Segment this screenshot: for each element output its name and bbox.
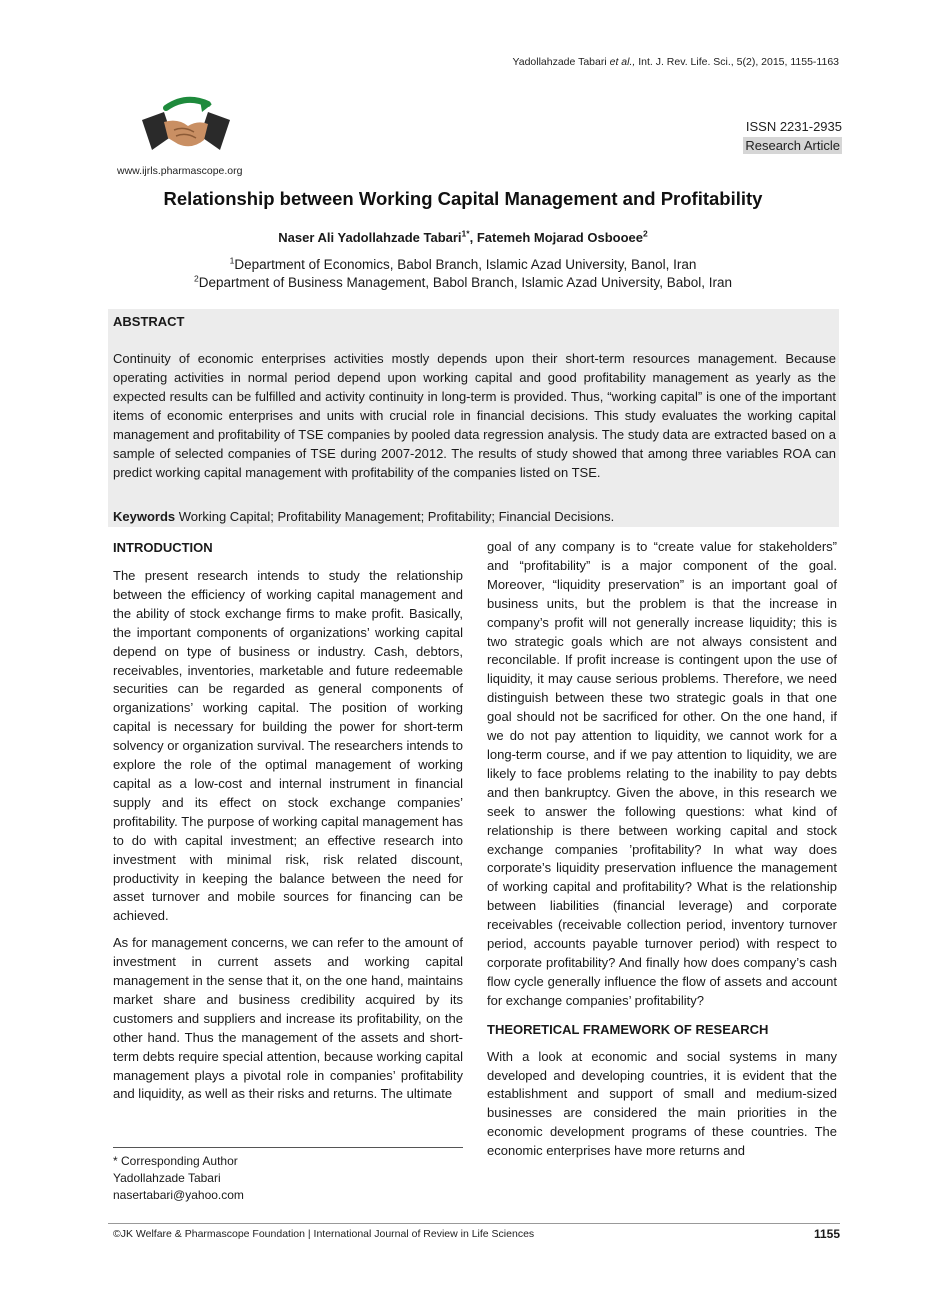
- footer-divider: [108, 1223, 840, 1224]
- affiliation-2: [0, 275, 926, 290]
- footnote-line-1: * Corresponding Author: [113, 1154, 238, 1168]
- framework-heading: THEORETICAL FRAMEWORK OF RESEARCH: [487, 1021, 769, 1037]
- paper-title: Relationship between Working Capital Management and Profitability: [163, 188, 763, 209]
- author-2-sup: 2: [642, 228, 648, 239]
- citation-rest: Int. J. Rev. Life. Sci., 5(2), 2015, 1155-1163: [638, 56, 839, 68]
- citation-etal: et al.,: [609, 56, 636, 68]
- footnote: [113, 1153, 244, 1204]
- footnote-divider: [113, 1147, 463, 1148]
- author-1-sup: 1*: [461, 228, 470, 239]
- citation-authors: Yadollahzade Tabari: [512, 56, 607, 68]
- intro-paragraph-1: The present research intends to study the relationship between the efficiency of working capital management and the ability of stock exchange firms to make profit. Basically, the important components of organizations’ working capital depend on type of business or industry. Cash, debtors, receivables, inventories, marketable and future redeemable securities can be regarded as general components of organizations’ working capital. The position of working capital is necessary for building the power for short-term solvency or organization survival. The researchers intends to explore the role of the optimal management of working capital as a low-cost and internal instrument in financial supply and its effect on stock exchange companies’ profitability. The purpose of working capital management has to do with capital investment; an effective research into investment with minimal risk, risk related discount, productivity in keeping the balance between the need for asset turnover and mobile sources for financing can be achieved.: [113, 568, 463, 924]
- abstract-heading: ABSTRACT: [113, 314, 185, 329]
- journal-website[interactable]: www.ijrls.pharmascope.org: [117, 165, 243, 177]
- author-1-name: Naser Ali Yadollahzade Tabari: [278, 230, 462, 245]
- keywords-list: Working Capital; Profitability Management; Profitability; Financial Decisions.: [175, 509, 615, 524]
- page-number: 1155: [813, 1227, 840, 1241]
- abstract-text: Continuity of economic enterprises activities mostly depends upon their short-term resources management. Because operating activities in normal period depend upon working capital and good profitability management as yearly as the expected results can be fulfilled and activity continuity in long-term is provided. Thus, “working capital” is one of the important items of economic enterprises and units with crucial role in financial decisions. This study evaluates the working capital management and profitability of TSE companies by pooled data regression analysis. The study data are extracted based on a sample of selected companies of TSE during 2007-2012. The results of study showed that among three variables ROA can predict working capital management with profitability of the companies listed on TSE.: [113, 351, 836, 480]
- article-type-badge: Research Article: [745, 138, 840, 153]
- corresponding-email[interactable]: nasertabari@yahoo.com: [113, 1188, 244, 1202]
- affiliation-2-text: Department of Business Management, Babol Branch, Islamic Azad University, Babol, Iran: [198, 275, 732, 290]
- framework-paragraph-1: With a look at economic and social systems in many developed and developing countries, it is evident that the establishment and support of small and medium-sized businesses are considered the main priorities in the economic development programs of these countries. The economic enterprises have more returns and: [487, 1048, 837, 1159]
- affiliation-2-sup: 2: [194, 273, 199, 284]
- intro-paragraph-2: As for management concerns, we can refer to the amount of investment in current assets and working capital management in the sense that it, on the one hand, maintains market share and business credibility acquired by its customers and suppliers and increase its profitability, on the other hand. Thus the management of the assets and short-term debts require special attention, because working capital management plays a pivotal role in companies’ profitability and liquidity, as well as their risks and returns. The ultimate: [113, 935, 463, 1102]
- journal-logo: [138, 92, 234, 158]
- keywords-label: Keywords: [113, 509, 176, 524]
- footnote-line-2: Yadollahzade Tabari: [113, 1171, 221, 1185]
- author-2-name: Fatemeh Mojarad Osbooee: [476, 230, 643, 245]
- affiliation-1-text: Department of Economics, Babol Branch, Islamic Azad University, Banol, Iran: [234, 257, 697, 272]
- affiliation-1: [0, 257, 926, 272]
- author-separator: ,: [469, 230, 477, 245]
- issn: ISSN 2231-2935: [745, 119, 842, 134]
- author-line: [0, 230, 926, 245]
- intro-paragraph-3: goal of any company is to “create value for stakeholders” and “profitability” is a major component of the goal. Moreover, “liquidity preservation” is an important goal of business units, but the problem is that the increase in company’s profit will not generally increase liquidity; this is two strategic goals which are not always consistent and reconcilable. If profit increase is contingent upon the use of liquidity, it may cause serious problems. Therefore, we need distinguish between these two strategic goals in that one goal should not be sacrificed for other. On the one hand, if we do not pay attention to liquidity, we cannot work for a long-term course, and if we pay attention to liquidity, we are likely to face problems relating to the inability to pay debts and then bankruptcy. Given the above, in this research we seek to answer the following questions: what kind of relationship is there between working capital and stock exchange companies ’profitability? In what way does corporate’s liquidity preservation influence the management of working capital and profitability? What is the relationship between liabilities (financial leverage) and corporate receivables (receivable collection period, inventory turnover period, accounts payable turnover period) with respect to corporate profitability? And finally how does company’s cash flow cycle generally influence the flow of assets and account for exchange companies’ profitability?: [487, 539, 837, 1008]
- introduction-heading: INTRODUCTION: [113, 540, 213, 555]
- right-column: [487, 538, 837, 1161]
- footer-copyright: ©JK Welfare & Pharmascope Foundation | International Journal of Review in Life Sciences: [113, 1228, 535, 1240]
- affiliation-1-sup: 1: [229, 255, 235, 266]
- left-column: [113, 538, 463, 1104]
- running-head: [513, 56, 840, 68]
- keywords: [113, 509, 614, 524]
